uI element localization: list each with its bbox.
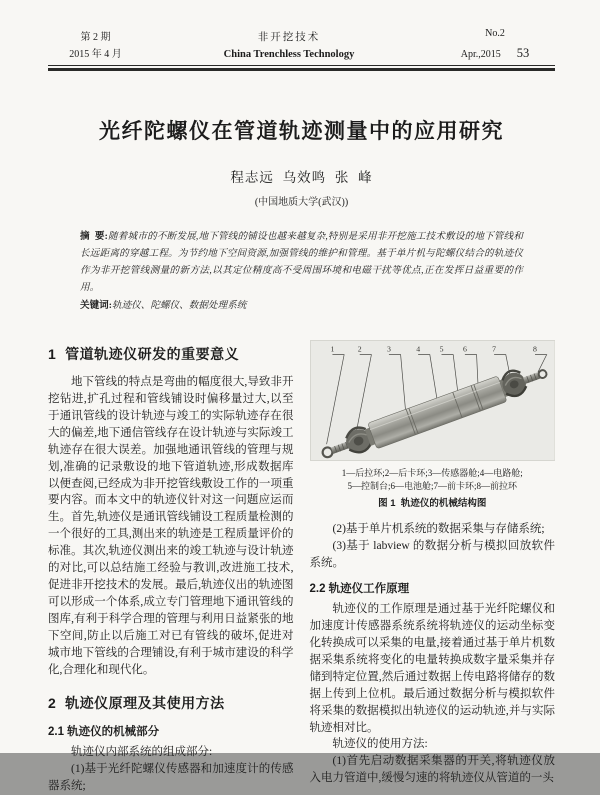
journal-name-cn: 非开挖技术: [257, 31, 321, 43]
keywords-label: 关键词:: [80, 300, 112, 312]
journal-header: [48, 26, 555, 63]
issue-date-en: Apr.,2015: [460, 48, 501, 60]
figure-label-7: 7: [491, 344, 496, 354]
header-issue: [48, 30, 143, 63]
header-volume: [435, 26, 555, 63]
section-2-2-paragraph: 轨迹仪的工作原理是通过基于光纤陀螺仪和加速度计传感器系统系统将轨迹仪的运动坐标变化转换成可以采集的电量,接着通过基于单片机数据采集系统将变化的电量转换成数字量采集并存储到特定位置,然后通过数据上传电路将储存的数据上传到上位机。最后通过数据分析与模拟软件将采集的数据模拟出轨迹仪的运动轨迹,并与实际轨迹相对比。: [309, 603, 555, 734]
authors: 程志远 乌效鸣 张 峰: [230, 170, 373, 186]
figure-1: [310, 340, 556, 510]
section-1-heading: 1 管道轨迹仪研发的重要意义: [48, 346, 240, 363]
keywords: [80, 297, 523, 314]
left-column: [48, 340, 294, 795]
figure-label-8: 8: [532, 344, 537, 354]
section-1-paragraph: 地下管线的特点是弯曲的幅度很大,导致非开挖钻进,扩孔过程和管线铺设时偏移量过大,以至于通讯管线的设计轨迹与竣工的实际轨迹存在很大的偏差,地下通信管线存在设计轨迹与实际竣工轨迹存在很大误差。加强地通讯管线的管理与规划,准确的记录敷设的地下管道轨迹,形成数据库以便查阅,已经成为非开挖管线敷设工作的一项重要内容。而本文中的轨迹仪针对这一问题应运而生。首先,轨迹仪是通讯管线铺设工程质量检测的一个很好的工具,测出来的轨迹是工程质量评价的标准。其次,轨迹仪测出来的竣工轨迹与设计轨迹的对比,可以总结施工经验与教训,改进施工技术,促进非开挖技术的发展。最后,轨迹仪出的轨迹图可以形成一个体系,成立专门管理地下通讯管线的图库,有利于科学合理的管理与利用日益紧张的地下空间,防止以后施工对已有管线的破坏,促进对城市地下管线的合理铺设,有利于城市建设的科学化,合理化和现代化。: [48, 376, 294, 676]
component-item-3: (3)基于 labview 的数据分析与模拟回放软件系统。: [309, 540, 555, 570]
figure-1-title: 图 1 轨迹仪的机械结构图: [378, 497, 487, 509]
trajectory-instrument-diagram: [310, 340, 556, 461]
section-2-1-intro: 轨迹仪内部系统的组成部分:: [71, 746, 213, 759]
figure-label-1: 1: [329, 344, 334, 354]
body-columns: [48, 340, 555, 795]
right-column: [310, 340, 556, 795]
affiliation: (中国地质大学(武汉)): [254, 197, 349, 209]
figure-label-3: 3: [386, 344, 391, 354]
figure-label-5: 5: [439, 344, 443, 354]
page-number: 53: [516, 45, 530, 60]
caption-line-1: 1—后拉环;2—后卡环;3—传感器舱;4—电路舱;: [341, 467, 523, 478]
section-2-heading: 2 轨迹仪原理及其使用方法: [48, 695, 225, 712]
journal-name: [143, 29, 435, 64]
figure-label-4: 4: [415, 344, 420, 354]
usage-heading: 轨迹仪的使用方法:: [332, 738, 428, 751]
component-item-2: (2)基于单片机系统的数据采集与存储系统;: [332, 523, 545, 536]
issue-number: 第 2 期: [80, 32, 111, 44]
figure-label-6: 6: [462, 344, 467, 354]
usage-item-1: (1)首先启动数据采集器的开关,将轨迹仪放入电力管道中,缓慢匀速的将轨迹仪从管道的一头: [309, 755, 555, 785]
section-2-2-heading: 2.2 轨迹仪工作原理: [309, 583, 410, 596]
figure-label-2: 2: [357, 344, 362, 354]
header-rule: [48, 65, 555, 71]
keywords-text: 轨迹仪、陀螺仪、数据处理系统: [111, 300, 247, 312]
figure-1-caption: [310, 467, 556, 511]
abstract: [80, 228, 523, 296]
section-2-1-item-1: (1)基于光纤陀螺仪传感器和加速度计的传感器系统;: [48, 763, 294, 793]
volume-number: No.2: [485, 28, 505, 39]
journal-name-en: China Trenchless Technology: [223, 48, 355, 60]
abstract-text: 随着城市的不断发展,地下管线的铺设也越来越复杂,特别是采用非开挖施工技术敷设的地下管线和长远距离的穿越工程。为节约地下空间资源,加强管线的维护和管理。基于单片机与陀螺仪结合的轨迹仪作为非开挖管线测量的新方法,以其定位精度高不受周围环境和电磁干扰等优点,正在发挥日益重要的作用。: [80, 231, 523, 294]
caption-line-2: 5—控制台;6—电池舱;7—前卡环;8—前拉环: [347, 481, 517, 492]
article-title: 光纤陀螺仪在管道轨迹测量中的应用研究: [99, 120, 504, 144]
abstract-label: 摘 要:: [80, 231, 108, 243]
section-2-1-heading: 2.1 轨迹仪的机械部分: [48, 726, 160, 739]
issue-date-cn: 2015 年 4 月: [69, 48, 122, 60]
